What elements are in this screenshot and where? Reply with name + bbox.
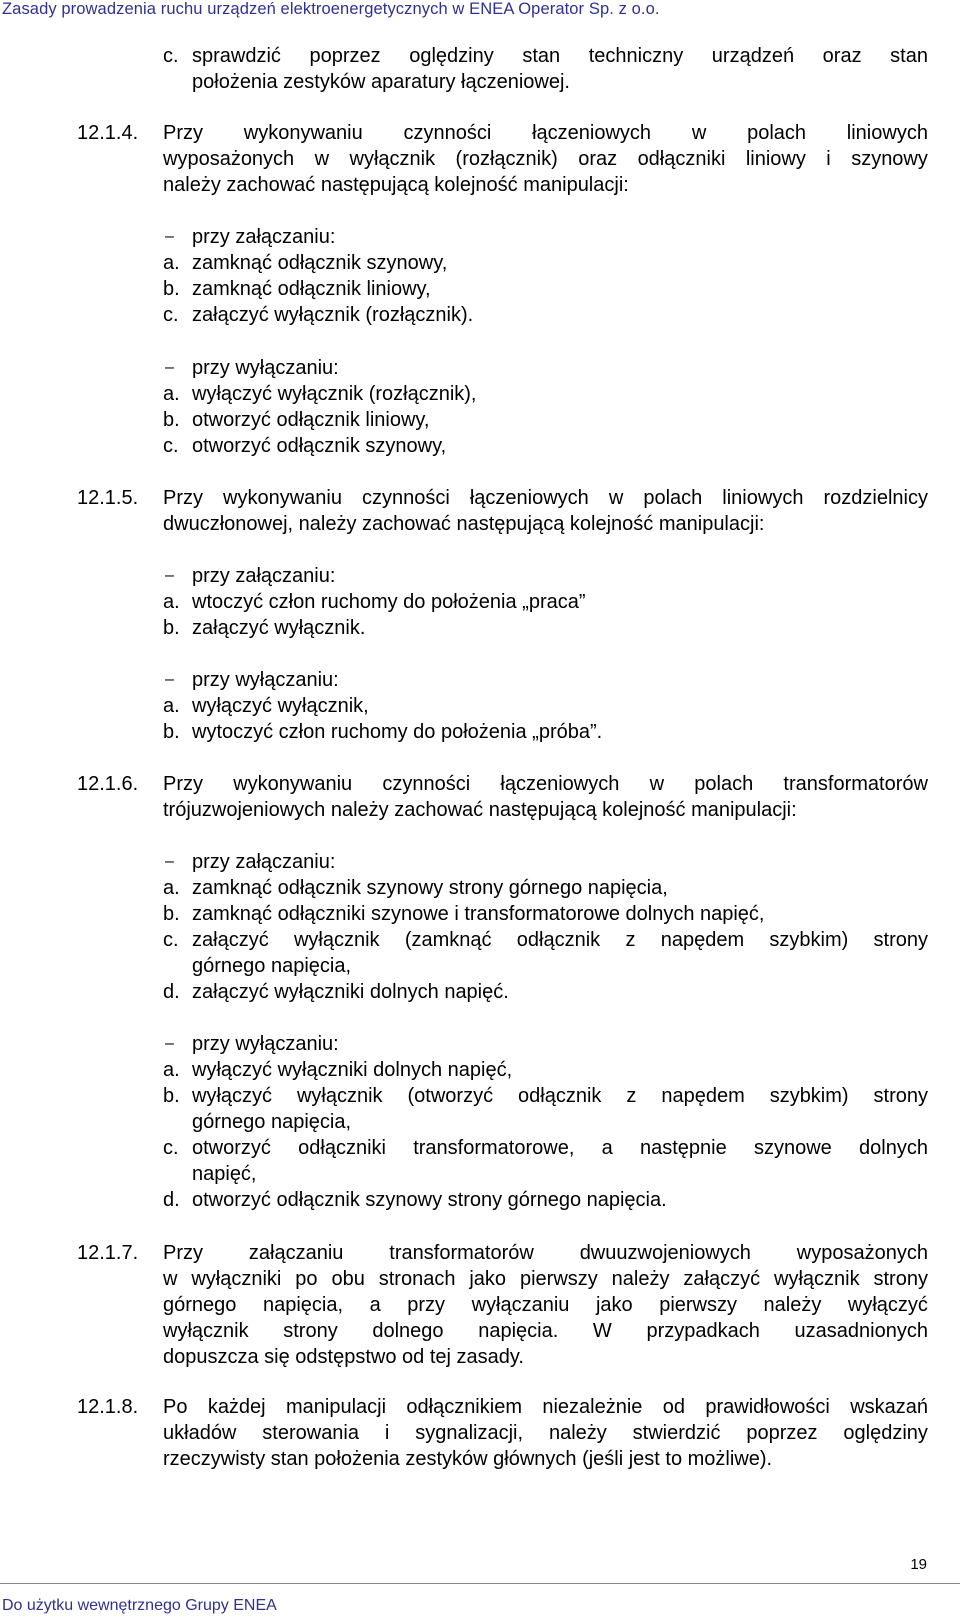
paragraph-line: dwuczłonowej, należy zachować następującą kolejność manipulacji:	[163, 513, 765, 535]
list-heading: przy załączaniu:	[192, 851, 336, 873]
section-number: 12.1.6.	[77, 773, 139, 795]
list-item: otworzyć odłącznik szynowy,	[192, 435, 447, 457]
list-item-continuation: górnego napięcia,	[192, 955, 352, 977]
item-marker: b.	[163, 617, 180, 639]
footer-divider	[0, 1583, 960, 1584]
item-marker: a.	[163, 591, 180, 613]
list-item-continuation: górnego napięcia,	[192, 1111, 352, 1133]
item-marker: c.	[163, 929, 179, 951]
document-header: Zasady prowadzenia ruchu urządzeń elektroenergetycznych w ENEA Operator Sp. z o.o.	[2, 0, 660, 18]
list-heading: przy załączaniu:	[192, 226, 336, 248]
item-marker: b.	[163, 1085, 180, 1107]
list-heading: przy wyłączaniu:	[192, 357, 339, 379]
list-item: załączyć wyłącznik (rozłącznik).	[192, 304, 474, 326]
list-item: wyłączyć wyłączniki dolnych napięć,	[192, 1059, 513, 1081]
item-marker: a.	[163, 695, 180, 717]
item-marker: c.	[163, 45, 179, 67]
item-marker: c.	[163, 304, 179, 326]
list-heading: przy załączaniu:	[192, 565, 336, 587]
item-marker: a.	[163, 877, 180, 899]
paragraph-line: dopuszcza się odstępstwo od tej zasady.	[163, 1346, 524, 1368]
section-number: 12.1.7.	[77, 1242, 139, 1264]
paragraph-line: wyłącznik strony dolnego napięcia. W przypadkach uzasadnionych	[163, 1320, 928, 1342]
item-marker: a.	[163, 1059, 180, 1081]
paragraph-line: położenia zestyków aparatury łączeniowej.	[192, 71, 570, 93]
paragraph-line: Przy wykonywaniu czynności łączeniowych w polach liniowych rozdzielnicy	[163, 487, 928, 509]
list-item: wtoczyć człon ruchomy do położenia „praca”	[192, 591, 586, 613]
item-marker: b.	[163, 278, 180, 300]
paragraph-line: Przy wykonywaniu czynności łączeniowych w polach liniowych	[163, 122, 928, 144]
item-marker: a.	[163, 252, 180, 274]
paragraph-line: Przy załączaniu transformatorów dwuuzwojeniowych wyposażonych	[163, 1242, 928, 1264]
list-item: załączyć wyłączniki dolnych napięć.	[192, 981, 509, 1003]
section-number: 12.1.4.	[77, 122, 139, 144]
item-marker: d.	[163, 981, 180, 1003]
list-item: otworzyć odłączniki transformatorowe, a następnie szynowe dolnych	[192, 1137, 928, 1159]
list-dash: –	[165, 853, 174, 870]
document-footer: Do użytku wewnętrznego Grupy ENEA	[2, 1597, 277, 1614]
paragraph-line: w wyłączniki po obu stronach jako pierwszy należy załączyć wyłącznik strony	[163, 1268, 928, 1290]
list-item: otworzyć odłącznik liniowy,	[192, 409, 430, 431]
paragraph-line: układów sterowania i sygnalizacji, należy stwierdzić poprzez oględziny	[163, 1422, 928, 1444]
paragraph-line: należy zachować następującą kolejność manipulacji:	[163, 174, 629, 196]
list-item: załączyć wyłącznik (zamknąć odłącznik z napędem szybkim) strony	[192, 929, 928, 951]
section-number: 12.1.8.	[77, 1396, 139, 1418]
paragraph-line: rzeczywisty stan położenia zestyków głównych (jeśli jest to możliwe).	[163, 1448, 773, 1470]
list-item: wyłączyć wyłącznik (otworzyć odłącznik z napędem szybkim) strony	[192, 1085, 928, 1107]
list-item: zamknąć odłączniki szynowe i transformatorowe dolnych napięć,	[192, 903, 765, 925]
page-number: 19	[910, 1556, 927, 1573]
list-dash: –	[165, 359, 174, 376]
paragraph-line: trójuzwojeniowych należy zachować następującą kolejność manipulacji:	[163, 799, 797, 821]
list-item: wyłączyć wyłącznik (rozłącznik),	[192, 383, 477, 405]
list-dash: –	[165, 228, 174, 245]
list-item: zamknąć odłącznik liniowy,	[192, 278, 431, 300]
paragraph-line: Przy wykonywaniu czynności łączeniowych w polach transformatorów	[163, 773, 928, 795]
item-marker: b.	[163, 721, 180, 743]
item-marker: c.	[163, 1137, 179, 1159]
list-heading: przy wyłączaniu:	[192, 1033, 339, 1055]
list-dash: –	[165, 567, 174, 584]
paragraph-line: sprawdzić poprzez oględziny stan techniczny urządzeń oraz stan	[192, 45, 928, 67]
list-dash: –	[165, 671, 174, 688]
paragraph-line: górnego napięcia, a przy wyłączaniu jako pierwszy należy wyłączyć	[163, 1294, 928, 1316]
section-number: 12.1.5.	[77, 487, 139, 509]
item-marker: d.	[163, 1189, 180, 1211]
paragraph-line: wyposażonych w wyłącznik (rozłącznik) oraz odłączniki liniowy i szynowy	[163, 148, 928, 170]
list-item: zamknąć odłącznik szynowy,	[192, 252, 448, 274]
list-item: wyłączyć wyłącznik,	[192, 695, 369, 717]
item-marker: c.	[163, 435, 179, 457]
list-item: wytoczyć człon ruchomy do położenia „próba”.	[192, 721, 603, 743]
list-item: otworzyć odłącznik szynowy strony górnego napięcia.	[192, 1189, 667, 1211]
list-item-continuation: napięć,	[192, 1163, 257, 1185]
list-item: załączyć wyłącznik.	[192, 617, 366, 639]
item-marker: a.	[163, 383, 180, 405]
list-heading: przy wyłączaniu:	[192, 669, 339, 691]
item-marker: b.	[163, 409, 180, 431]
item-marker: b.	[163, 903, 180, 925]
paragraph-line: Po każdej manipulacji odłącznikiem niezależnie od prawidłowości wskazań	[163, 1396, 928, 1418]
list-dash: –	[165, 1035, 174, 1052]
list-item: zamknąć odłącznik szynowy strony górnego napięcia,	[192, 877, 668, 899]
